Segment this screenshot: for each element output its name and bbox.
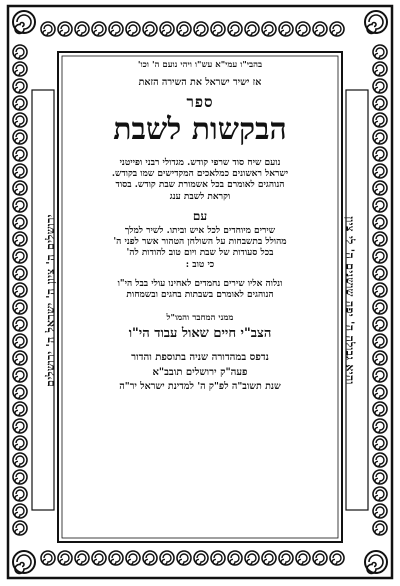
border-swirl — [75, 551, 89, 565]
intro-paragraph — [66, 158, 334, 203]
border-swirl — [228, 551, 242, 565]
border-swirl — [373, 317, 387, 331]
border-swirl — [279, 551, 293, 565]
added-line: ונלוה אליו שירים נחמדים לאחינו עולי בבל הי"ו — [117, 278, 283, 289]
border-swirl — [13, 419, 27, 433]
print-place: פעה"ק ירושלים תובב"א — [152, 366, 248, 378]
intro-line: נועם שיח סוד שרפי קודש. מגדולי רבני ופייטני — [119, 157, 281, 168]
border-swirl — [13, 504, 27, 518]
border-swirl — [160, 551, 174, 565]
border-swirl — [373, 334, 387, 348]
border-swirl — [13, 147, 27, 161]
border-swirl — [373, 181, 387, 195]
border-swirl — [373, 521, 387, 535]
border-swirl — [245, 551, 259, 565]
border-swirl — [373, 164, 387, 178]
border-swirl — [13, 453, 27, 467]
border-swirl — [373, 351, 387, 365]
border-swirl — [313, 551, 327, 565]
border-swirl — [13, 368, 27, 382]
border-swirl — [177, 551, 191, 565]
border-swirl — [373, 215, 387, 229]
border-swirl — [13, 164, 27, 178]
title-page-text — [66, 60, 334, 538]
border-swirl — [58, 551, 72, 565]
border-swirl — [13, 130, 27, 144]
border-swirl — [177, 22, 191, 36]
header-blessing: בהבי"ו עמי"א עש"ו ויהי נועם ה' וכו' — [137, 60, 263, 70]
added-songs-paragraph — [66, 279, 334, 302]
border-swirl — [143, 22, 157, 36]
border-swirl — [143, 551, 157, 565]
border-swirl — [373, 198, 387, 212]
added-line: הנוהגים לאומרם בשבתות בחגים ובשמחות — [126, 290, 274, 300]
border-swirl — [13, 385, 27, 399]
border-swirl — [13, 249, 27, 263]
desc-line: כי טוב : — [185, 259, 215, 270]
border-swirl — [211, 22, 225, 36]
border-swirl — [109, 551, 123, 565]
border-swirl — [13, 317, 27, 331]
border-swirl — [160, 22, 174, 36]
border-swirl — [373, 79, 387, 93]
intro-line: ישראל ראשונים כמלאכים המקדישים שמו בקודש. — [111, 169, 289, 179]
border-swirl — [41, 22, 55, 36]
border-swirl — [13, 470, 27, 484]
border-swirl — [373, 504, 387, 518]
border-swirl — [373, 385, 387, 399]
border-swirl — [13, 266, 27, 280]
border-swirl — [126, 551, 140, 565]
desc-line: בכל סעודות של שבת ויום טוב להודות לה' — [126, 248, 274, 259]
border-swirl — [13, 521, 27, 535]
border-swirl — [13, 283, 27, 297]
border-swirl — [13, 198, 27, 212]
border-swirl — [126, 22, 140, 36]
left-side-inscription: ירושלים ה' ציון ה' ישראל ה' ירושלים — [43, 213, 57, 387]
border-swirl — [194, 551, 208, 565]
border-swirl — [41, 551, 55, 565]
border-swirl — [58, 22, 72, 36]
border-swirl — [373, 300, 387, 314]
desc-line: שירים מיוחדים לכל איש וביתו. לשיר למלך — [124, 225, 276, 236]
border-swirl — [13, 487, 27, 501]
border-swirl — [228, 22, 242, 36]
border-swirl — [13, 181, 27, 195]
border-swirl — [373, 419, 387, 433]
border-swirl — [373, 113, 387, 127]
border-swirl — [373, 402, 387, 416]
border-swirl — [279, 22, 293, 36]
right-side-inscription: והיא גבולה ה' יפה שושנים ה' לי ציון — [343, 215, 357, 385]
border-swirl — [313, 22, 327, 36]
sefer-label: ספר — [186, 92, 214, 111]
border-swirl — [373, 266, 387, 280]
border-swirl — [13, 96, 27, 110]
border-swirl — [92, 551, 106, 565]
border-swirl — [13, 300, 27, 314]
border-swirl — [296, 22, 310, 36]
border-swirl — [373, 249, 387, 263]
intro-line: וקראת לשבת ענג — [169, 191, 231, 202]
border-swirl — [373, 470, 387, 484]
border-swirl — [245, 22, 259, 36]
edition-note: נדפס במהדורה שניה בתוספת והדור — [131, 352, 269, 364]
border-swirl — [13, 45, 27, 59]
border-swirl — [13, 215, 27, 229]
border-swirl — [13, 351, 27, 365]
author-name: הצב"י חיים שאול עבוד הי"ו — [128, 325, 272, 341]
border-swirl — [13, 232, 27, 246]
im-label: עם — [192, 208, 208, 223]
border-swirl — [373, 147, 387, 161]
border-swirl — [373, 62, 387, 76]
border-swirl — [373, 487, 387, 501]
border-swirl — [194, 22, 208, 36]
songs-description — [66, 226, 334, 271]
print-year: שנת תשוב"ה לפ"ק ה' למדינת ישראל יר"ה — [119, 381, 281, 393]
border-swirl — [109, 22, 123, 36]
border-swirl — [75, 22, 89, 36]
border-swirl — [373, 368, 387, 382]
border-swirl — [330, 551, 344, 565]
border-swirl — [262, 22, 276, 36]
border-swirl — [92, 22, 106, 36]
border-swirl — [330, 22, 344, 36]
border-swirl — [373, 96, 387, 110]
compiler-note: ממני המחבר והמו"ל — [166, 313, 234, 324]
border-swirl — [296, 551, 310, 565]
border-swirl — [211, 551, 225, 565]
border-swirl — [373, 232, 387, 246]
border-swirl — [373, 130, 387, 144]
border-swirl — [373, 453, 387, 467]
subtitle-verse: אז ישיר ישראל את השירה הזאת — [138, 76, 262, 88]
border-swirl — [13, 334, 27, 348]
intro-line: הנוהגים לאומרם בכל אשמורת שבת קודש. בסוד — [115, 180, 285, 191]
border-swirl — [13, 79, 27, 93]
border-swirl — [13, 402, 27, 416]
border-swirl — [13, 113, 27, 127]
border-swirl — [13, 436, 27, 450]
desc-line: מהולל בתשבחות על השולחן הטהור אשר לפני ה' — [113, 237, 287, 247]
border-swirl — [373, 45, 387, 59]
border-swirl — [13, 62, 27, 76]
border-swirl — [262, 551, 276, 565]
border-swirl — [373, 436, 387, 450]
border-swirl — [373, 283, 387, 297]
book-title: הבקשות לשבת — [113, 112, 287, 148]
